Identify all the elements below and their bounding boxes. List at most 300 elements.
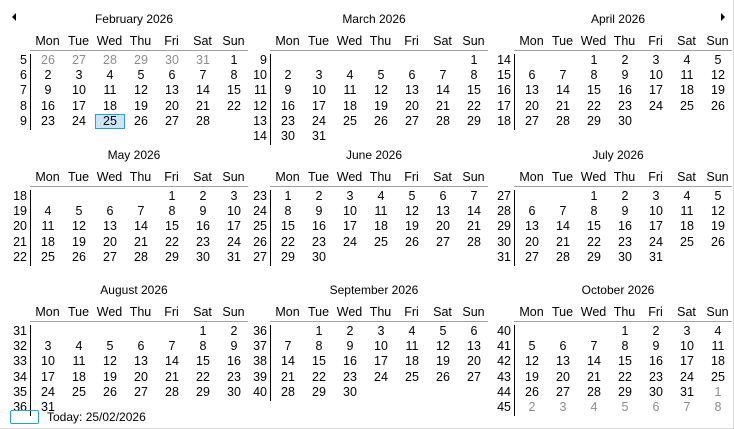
day-cell[interactable]: 24 [680,369,694,384]
day-cell[interactable]: 24 [72,113,86,128]
month-title[interactable]: March 2026 [342,12,406,26]
day-cell[interactable]: 9 [44,83,52,98]
day-cell[interactable]: 20 [556,369,570,384]
day-cell[interactable]: 7 [683,400,691,414]
day-cell[interactable]: 20 [436,219,450,234]
day-cell[interactable]: 10 [343,204,357,219]
day-cell[interactable]: 24 [312,113,326,128]
day-cell[interactable]: 4 [683,53,691,67]
day-cell[interactable]: 3 [346,189,354,203]
day-cell[interactable]: 29 [281,249,295,264]
day-cell[interactable]: 5 [408,189,416,203]
day-cell[interactable]: 3 [652,189,660,203]
day-cell[interactable]: 27 [405,113,419,128]
day-cell[interactable]: 22 [196,369,210,384]
day-cell[interactable]: 18 [41,234,55,249]
day-cell[interactable]: 17 [72,98,86,113]
day-cell[interactable]: 12 [134,83,148,98]
day-cell[interactable]: 18 [680,219,694,234]
day-cell[interactable]: 23 [343,369,357,384]
day-cell[interactable]: 7 [439,68,447,83]
day-cell[interactable]: 31 [41,400,55,414]
day-cell[interactable]: 21 [556,234,570,249]
day-cell[interactable]: 18 [405,354,419,369]
day-cell[interactable]: 6 [168,68,176,83]
day-cell[interactable]: 23 [227,369,241,384]
day-cell[interactable]: 11 [405,339,419,354]
day-cell[interactable]: 17 [680,354,694,369]
day-cell[interactable]: 9 [199,204,207,219]
day-cell[interactable]: 5 [439,324,447,338]
month-title[interactable]: August 2026 [100,283,168,297]
day-cell[interactable]: 28 [556,249,570,264]
day-cell[interactable]: 16 [343,354,357,369]
day-cell[interactable]: 30 [618,249,632,264]
day-cell[interactable]: 10 [374,339,388,354]
day-cell[interactable]: 1 [230,53,238,67]
day-cell[interactable]: 4 [590,400,598,414]
day-cell[interactable]: 22 [165,234,179,249]
day-cell[interactable]: 4 [346,68,354,83]
day-cell[interactable]: 26 [711,98,725,113]
day-cell[interactable]: 30 [343,384,357,399]
day-cell[interactable]: 1 [168,189,176,203]
day-cell[interactable]: 14 [281,354,295,369]
day-cell[interactable]: 11 [343,83,357,98]
day-cell[interactable]: 29 [618,384,632,399]
day-cell[interactable]: 16 [618,83,632,98]
day-cell[interactable]: 27 [103,249,117,264]
day-cell[interactable]: 27 [525,249,539,264]
today-link[interactable] [10,409,146,425]
day-cell[interactable]: 30 [312,249,326,264]
day-cell[interactable]: 20 [525,98,539,113]
day-cell[interactable]: 23 [196,234,210,249]
day-cell[interactable]: 22 [618,369,632,384]
day-cell[interactable]: 24 [343,234,357,249]
weekday-header: Fri [164,305,179,319]
day-cell[interactable]: 8 [284,204,292,219]
day-cell[interactable]: 18 [72,369,86,384]
day-cell[interactable]: 18 [374,219,388,234]
month-title[interactable]: October 2026 [581,283,655,297]
day-cell[interactable]: 28 [436,113,450,128]
day-cell[interactable]: 7 [168,339,176,354]
day-cell[interactable]: 16 [312,219,326,234]
day-cell[interactable]: 30 [165,53,179,67]
day-cell[interactable]: 28 [467,234,481,249]
month-title[interactable]: April 2026 [590,12,646,26]
day-cell[interactable]: 31 [227,249,241,264]
day-cell[interactable]: 28 [134,249,148,264]
day-cell[interactable]: 11 [103,83,117,98]
day-cell[interactable]: 4 [377,189,385,203]
day-cell[interactable]: 16 [281,98,295,113]
day-cell[interactable]: 27 [134,384,148,399]
day-cell[interactable]: 13 [103,219,117,234]
day-cell[interactable]: 22 [227,98,241,113]
week-number-divider [514,190,515,266]
day-cell[interactable]: 21 [134,234,148,249]
day-cell[interactable]: 13 [134,354,148,369]
day-cell[interactable]: 11 [72,354,86,369]
day-cell[interactable]: 19 [134,98,148,113]
day-cell[interactable]: 1 [199,324,207,338]
day-cell[interactable]: 10 [227,204,241,219]
day-cell[interactable]: 17 [312,98,326,113]
day-cell[interactable]: 20 [405,98,419,113]
day-cell[interactable]: 1 [284,189,292,203]
day-cell[interactable]: 20 [103,234,117,249]
day-cell[interactable]: 9 [621,204,629,219]
day-cell[interactable]: 22 [587,98,601,113]
day-cell[interactable]: 24 [649,98,663,113]
day-cell[interactable]: 8 [590,204,598,219]
day-cell[interactable]: 12 [436,339,450,354]
day-cell[interactable]: 30 [281,129,295,143]
day-cell[interactable]: 25 [711,369,725,384]
day-cell[interactable]: 4 [683,189,691,203]
day-cell[interactable]: 15 [196,354,210,369]
day-cell[interactable]: 6 [652,400,660,414]
day-cell[interactable]: 25 [680,234,694,249]
day-cell[interactable]: 8 [315,339,323,354]
month-panel [9,279,249,414]
day-cell[interactable]: 2 [315,189,323,203]
day-cell[interactable]: 9 [284,83,292,98]
month-title[interactable]: July 2026 [592,148,644,162]
day-cell[interactable]: 4 [714,324,722,338]
day-cell[interactable]: 20 [467,354,481,369]
day-cell[interactable]: 5 [528,339,536,354]
day-cell[interactable]: 12 [711,68,725,83]
day-cell[interactable]: 6 [559,339,567,354]
day-cell[interactable]: 19 [436,354,450,369]
day-cell[interactable]: 9 [315,204,323,219]
day-cell[interactable]: 31 [680,384,694,399]
day-cell[interactable]: 27 [556,384,570,399]
day-cell[interactable]: 18 [103,98,117,113]
day-cell[interactable]: 26 [134,113,148,128]
day-cell[interactable]: 28 [587,384,601,399]
day-cell[interactable]: 6 [439,189,447,203]
day-cell[interactable]: 7 [284,339,292,354]
day-cell[interactable]: 30 [196,249,210,264]
day-cell[interactable]: 12 [103,354,117,369]
day-cell[interactable]: 19 [103,369,117,384]
day-cell[interactable]: 2 [528,400,536,414]
day-cell[interactable]: 25 [343,113,357,128]
day-cell[interactable]: 30 [227,384,241,399]
day-cell[interactable]: 26 [103,384,117,399]
day-cell[interactable]: 1 [590,53,598,67]
day-cell[interactable]: 7 [470,189,478,203]
day-cell[interactable]: 13 [525,219,539,234]
day-cell[interactable]: 11 [711,339,725,354]
day-cell[interactable]: 20 [525,234,539,249]
day-cell[interactable]: 19 [711,83,725,98]
day-cell[interactable]: 24 [227,234,241,249]
day-cell[interactable]: 22 [312,369,326,384]
day-cell[interactable]: 3 [559,400,567,414]
day-cell[interactable]: 15 [227,83,241,98]
day-cell[interactable]: 17 [374,354,388,369]
day-cell[interactable]: 14 [556,219,570,234]
day-cell[interactable]: 8 [199,339,207,354]
day-cell[interactable]: 21 [556,98,570,113]
day-cell[interactable]: 12 [525,354,539,369]
month-title[interactable]: May 2026 [107,148,161,162]
day-cell[interactable]: 18 [711,354,725,369]
day-cell[interactable]: 28 [556,113,570,128]
day-cell[interactable]: 26 [41,53,55,67]
day-cell[interactable]: 1 [470,53,478,67]
day-cell[interactable]: 4 [106,68,114,83]
day-cell[interactable]: 19 [711,219,725,234]
day-cell[interactable]: 3 [75,68,83,83]
day-cell[interactable]: 23 [41,113,55,128]
day-cell[interactable]: 14 [587,354,601,369]
day-cell[interactable]: 4 [75,339,83,354]
day-cell[interactable]: 15 [165,219,179,234]
day-cell[interactable]: 2 [652,324,660,338]
day-cell[interactable]: 16 [618,219,632,234]
day-cell[interactable]: 9 [652,339,660,354]
day-cell[interactable]: 26 [405,234,419,249]
day-cell[interactable]: 10 [649,204,663,219]
day-cell[interactable]: 19 [374,98,388,113]
day-cell[interactable]: 26 [525,384,539,399]
month-title[interactable]: February 2026 [94,12,174,26]
day-cell[interactable]: 25 [72,384,86,399]
day-cell[interactable]: 3 [44,339,52,354]
month-title[interactable]: June 2026 [345,148,403,162]
day-cell[interactable]: 30 [649,384,663,399]
day-cell[interactable]: 13 [467,339,481,354]
day-cell[interactable]: 24 [374,369,388,384]
day-cell[interactable]: 29 [587,113,601,128]
day-cell[interactable]: 20 [165,98,179,113]
day-cell[interactable]: 13 [556,354,570,369]
day-cell[interactable]: 8 [168,204,176,219]
day-cell[interactable]: 21 [196,98,210,113]
day-cell[interactable]: 29 [165,249,179,264]
day-cell[interactable]: 16 [227,354,241,369]
day-cell[interactable]: 21 [436,98,450,113]
day-cell[interactable]: 26 [711,234,725,249]
day-cell[interactable]: 15 [587,219,601,234]
day-cell[interactable]: 12 [374,83,388,98]
day-cell[interactable]: 6 [528,204,536,219]
day-cell[interactable]: 18 [343,98,357,113]
day-cell[interactable]: 27 [72,53,86,67]
day-cell[interactable]: 26 [436,369,450,384]
day-cell[interactable]: 12 [72,219,86,234]
day-cell[interactable]: 5 [377,68,385,83]
day-cell[interactable]: 17 [227,219,241,234]
month-title[interactable]: September 2026 [329,283,419,297]
day-cell[interactable]: 19 [525,369,539,384]
day-cell[interactable]: 31 [649,249,663,264]
day-cell[interactable]: 16 [649,354,663,369]
day-cell[interactable]: 9 [346,339,354,354]
day-cell[interactable]: 26 [374,113,388,128]
day-cell[interactable]: 5 [621,400,629,414]
day-cell[interactable]: 17 [41,369,55,384]
day-cell[interactable]: 13 [525,83,539,98]
day-cell[interactable]: 17 [649,83,663,98]
day-cell[interactable]: 19 [405,219,419,234]
day-cell[interactable]: 29 [134,53,148,67]
day-cell[interactable]: 7 [137,204,145,219]
day-cell[interactable]: 2 [199,189,207,203]
day-cell[interactable]: 14 [556,83,570,98]
day-cell[interactable]: 7 [559,204,567,219]
day-cell[interactable]: 8 [590,68,598,83]
day-cell[interactable]: 3 [377,324,385,338]
day-cell[interactable]: 31 [312,129,326,143]
day-cell[interactable]: 27 [525,113,539,128]
day-cell[interactable]: 25 [41,249,55,264]
day-cell[interactable]: 27 [436,234,450,249]
day-cell[interactable]: 28 [165,384,179,399]
day-cell[interactable]: 2 [284,68,292,83]
day-cell[interactable]: 22 [281,234,295,249]
day-cell[interactable]: 15 [467,83,481,98]
day-cell[interactable]: 27 [467,369,481,384]
day-cell[interactable]: 1 [714,384,722,399]
day-cell[interactable]: 13 [436,204,450,219]
day-cell[interactable]: 1 [315,324,323,338]
day-cell[interactable]: 8 [621,339,629,354]
day-cell[interactable]: 10 [680,339,694,354]
day-cell[interactable]: 11 [680,68,694,83]
day-cell[interactable]: 22 [587,234,601,249]
day-cell[interactable]: 18 [680,83,694,98]
day-cell[interactable]: 6 [470,324,478,338]
day-cell[interactable]: 2 [230,324,238,338]
day-cell[interactable]: 29 [196,384,210,399]
day-cell[interactable]: 15 [281,219,295,234]
day-cell[interactable]: 5 [714,189,722,203]
day-cell[interactable]: 16 [41,98,55,113]
day-cell[interactable]: 19 [72,234,86,249]
day-cell[interactable]: 8 [470,68,478,83]
day-cell[interactable]: 13 [405,83,419,98]
day-cell[interactable]: 3 [652,53,660,67]
day-cell[interactable]: 5 [137,68,145,83]
day-cell[interactable]: 7 [199,68,207,83]
day-cell[interactable]: 2 [346,324,354,338]
day-cell[interactable]: 14 [436,83,450,98]
day-cell[interactable]: 16 [196,219,210,234]
day-cell[interactable]: 28 [103,53,117,67]
day-cell[interactable]: 6 [106,204,114,219]
day-cell[interactable]: 5 [106,339,114,354]
day-cell[interactable]: 7 [590,339,598,354]
day-cell[interactable]: 6 [137,339,145,354]
day-cell[interactable]: 21 [467,219,481,234]
day-cell[interactable]: 2 [44,68,52,83]
day-cell[interactable]: 8 [714,400,722,414]
day-cell[interactable]: 14 [467,204,481,219]
day-cell[interactable]: 23 [618,98,632,113]
day-cell[interactable]: 21 [587,369,601,384]
day-cell[interactable]: 10 [41,354,55,369]
day-cell[interactable]: 6 [408,68,416,83]
day-cell[interactable]: 28 [281,384,295,399]
day-cell[interactable]: 4 [408,324,416,338]
day-cell[interactable]: 24 [41,384,55,399]
day-cell[interactable]: 17 [649,219,663,234]
day-cell[interactable]: 13 [165,83,179,98]
day-cell[interactable]: 15 [312,354,326,369]
day-cell[interactable]: 23 [618,234,632,249]
day-cell[interactable]: 29 [467,113,481,128]
day-cell[interactable]: 28 [196,113,210,128]
selected-day-cell[interactable]: 25 [95,114,125,129]
day-cell[interactable]: 23 [281,113,295,128]
day-cell[interactable]: 12 [405,204,419,219]
day-cell[interactable]: 1 [621,324,629,338]
day-cell[interactable]: 10 [72,83,86,98]
day-cell[interactable]: 27 [165,113,179,128]
day-cell[interactable]: 5 [75,204,83,219]
day-cell[interactable]: 7 [559,68,567,83]
day-cell[interactable]: 4 [44,204,52,219]
day-cell[interactable]: 2 [621,53,629,67]
day-cell[interactable]: 14 [196,83,210,98]
day-cell[interactable]: 3 [315,68,323,83]
day-cell[interactable]: 1 [590,189,598,203]
day-cell[interactable]: 11 [41,219,55,234]
day-cell[interactable]: 5 [714,53,722,67]
day-cell[interactable]: 3 [683,324,691,338]
day-cell[interactable]: 21 [165,369,179,384]
day-cell[interactable]: 20 [134,369,148,384]
day-cell[interactable]: 11 [680,204,694,219]
day-cell[interactable]: 9 [621,68,629,83]
day-cell[interactable]: 10 [312,83,326,98]
day-cell[interactable]: 12 [711,204,725,219]
day-cell[interactable]: 11 [374,204,388,219]
day-cell[interactable]: 15 [587,83,601,98]
day-cell[interactable]: 25 [374,234,388,249]
day-cell[interactable]: 9 [230,339,238,354]
day-cell[interactable]: 29 [312,384,326,399]
day-cell[interactable]: 22 [467,98,481,113]
day-cell[interactable]: 23 [312,234,326,249]
day-cell[interactable]: 31 [196,53,210,67]
day-cell[interactable]: 14 [134,219,148,234]
day-cell[interactable]: 21 [281,369,295,384]
day-cell[interactable]: 17 [343,219,357,234]
day-cell[interactable]: 6 [528,68,536,83]
day-cell[interactable]: 3 [230,189,238,203]
day-cell[interactable]: 24 [649,234,663,249]
day-cell[interactable]: 25 [405,369,419,384]
day-cell[interactable]: 23 [649,369,663,384]
day-cell[interactable]: 25 [680,98,694,113]
day-cell[interactable]: 8 [230,68,238,83]
day-cell[interactable]: 30 [618,113,632,128]
day-cell[interactable]: 10 [649,68,663,83]
day-cell[interactable]: 29 [587,249,601,264]
day-cell[interactable]: 2 [621,189,629,203]
day-cell[interactable]: 14 [165,354,179,369]
day-cell[interactable]: 15 [618,354,632,369]
day-cell[interactable]: 26 [72,249,86,264]
